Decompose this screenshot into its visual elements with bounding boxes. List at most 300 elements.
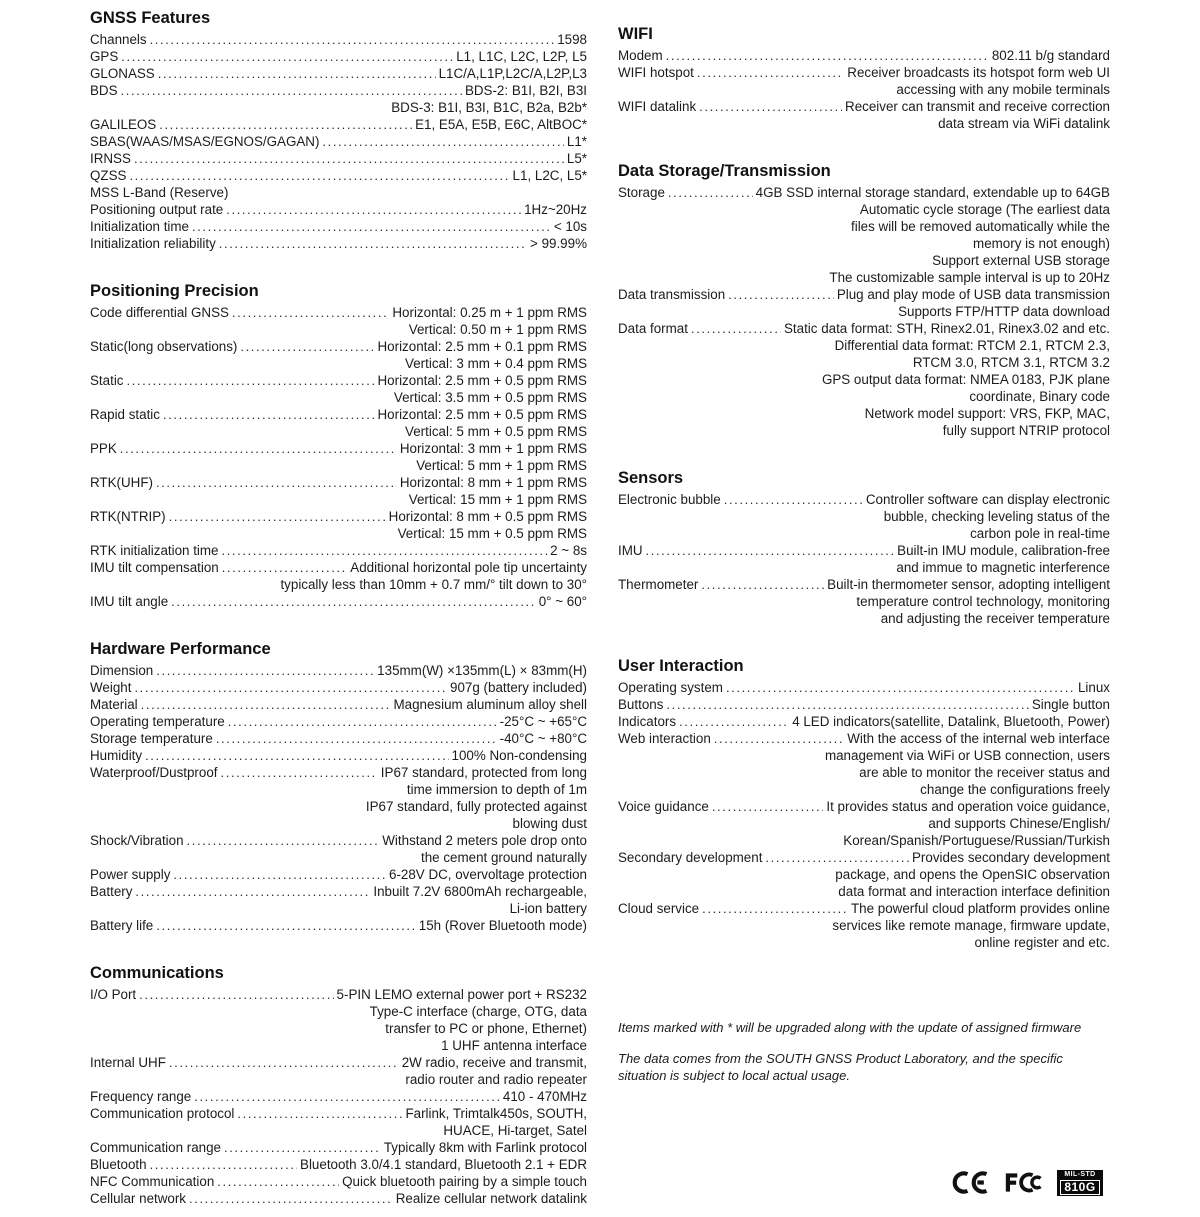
spec-row [618, 542, 1110, 559]
spec-row [90, 1156, 587, 1173]
spec-section [90, 281, 587, 610]
dot-leader [127, 372, 375, 389]
spec-section [618, 161, 1110, 439]
spec-value: 907g (battery included) [450, 680, 587, 695]
dot-leader [219, 235, 527, 252]
spec-row [90, 218, 587, 235]
section-title: Hardware Performance [90, 640, 271, 658]
spec-continuation: Type-C interface (charge, OTG, data [369, 1004, 587, 1019]
spec-value: Withstand 2 meters pole drop onto [382, 833, 587, 848]
dot-leader [697, 64, 844, 81]
spec-continuation: the cement ground naturally [421, 850, 587, 865]
spec-value: Magnesium aluminum alloy shell [393, 697, 587, 712]
spec-continuation: The customizable sample interval is up to 20Hz [829, 270, 1110, 285]
mil-std-810g-badge [1058, 1171, 1102, 1195]
dot-leader [156, 474, 397, 491]
spec-row [90, 917, 587, 934]
spec-continuation: RTCM 3.0, RTCM 3.1, RTCM 3.2 [912, 355, 1110, 370]
spec-row [90, 679, 587, 696]
spec-value: -25°C ~ +65°C [499, 714, 587, 729]
spec-label: Frequency range [90, 1089, 192, 1104]
dot-leader [169, 508, 386, 525]
dot-leader [646, 542, 895, 559]
spec-continuation: memory is not enough) [973, 236, 1110, 251]
spec-row [618, 730, 1110, 747]
spec-value: Linux [1077, 680, 1110, 695]
spec-value: L1* [566, 134, 587, 149]
spec-label: Static [90, 373, 124, 388]
section-title: Positioning Precision [90, 282, 259, 300]
spec-value: Bluetooth 3.0/4.1 standard, Bluetooth 2.1 + EDR [300, 1157, 587, 1172]
spec-value: 1Hz~20Hz [524, 202, 587, 217]
spec-value: Built-in IMU module, calibration-free [897, 543, 1110, 558]
spec-label: Weight [90, 680, 132, 695]
certification-logos [950, 1170, 1102, 1195]
spec-value: Horizontal: 0.25 m + 1 ppm RMS [392, 305, 587, 320]
spec-value: Receiver broadcasts its hotspot form web UI [847, 65, 1110, 80]
spec-label: Voice guidance [618, 799, 709, 814]
dot-leader [728, 286, 834, 303]
spec-value: Built-in thermometer sensor, adopting intelligent [827, 577, 1110, 592]
spec-row [618, 491, 1110, 508]
spec-value: Horizontal: 8 mm + 1 ppm RMS [399, 475, 587, 490]
spec-value: IP67 standard, protected from long [380, 765, 587, 780]
spec-label: Thermometer [618, 577, 699, 592]
dot-leader [159, 116, 412, 133]
dot-leader [226, 201, 521, 218]
spec-row [90, 986, 587, 1003]
spec-label: Storage temperature [90, 731, 213, 746]
spec-continuation: Vertical: 3.5 mm + 0.5 ppm RMS [393, 390, 587, 405]
spec-label: QZSS [90, 168, 127, 183]
spec-label: RTK(UHF) [90, 475, 153, 490]
dot-leader [156, 662, 374, 679]
spec-continuation: accessing with any mobile terminals [896, 82, 1110, 97]
spec-label: Channels [90, 32, 147, 47]
spec-label: Internal UHF [90, 1055, 166, 1070]
dot-leader [724, 491, 863, 508]
spec-label: PPK [90, 441, 117, 456]
spec-label: IRNSS [90, 151, 131, 166]
spec-continuation: package, and opens the OpenSIC observation [835, 867, 1110, 882]
spec-continuation: HUACE, Hi-target, Satel [443, 1123, 587, 1138]
dot-leader [171, 593, 536, 610]
dot-leader [121, 48, 453, 65]
footnote-asterisk: Items marked with * will be upgraded along with the update of assigned firmware [618, 1020, 1082, 1035]
spec-value: Typically 8km with Farlink protocol [383, 1140, 587, 1155]
spec-value: L1C/A,L1P,L2C/A,L2P,L3 [438, 66, 587, 81]
spec-row [90, 1088, 587, 1105]
spec-row [90, 593, 587, 610]
spec-value: 2W radio, receive and transmit, [401, 1055, 587, 1070]
spec-value: 4 LED indicators(satellite, Datalink, Bluetooth, Power) [792, 714, 1110, 729]
spec-label: RTK initialization time [90, 543, 219, 558]
spec-row [618, 47, 1110, 64]
spec-row [90, 832, 587, 849]
spec-value: With the access of the internal web interface [847, 731, 1110, 746]
spec-row [90, 747, 587, 764]
spec-value: Additional horizontal pole tip uncertainty [350, 560, 587, 575]
spec-row [90, 406, 587, 423]
spec-value: Realize cellular network datalink [395, 1191, 587, 1206]
spec-label: Operating system [618, 680, 723, 695]
dot-leader [322, 133, 563, 150]
spec-section [618, 468, 1110, 627]
spec-row [618, 184, 1110, 201]
spec-label: Cloud service [618, 901, 700, 916]
spec-value: Horizontal: 3 mm + 1 ppm RMS [399, 441, 587, 456]
fcc-mark-icon [1002, 1170, 1044, 1195]
spec-row [90, 440, 587, 457]
right-column-sections [618, 24, 1110, 951]
spec-continuation: bubble, checking leveling status of the [883, 509, 1110, 524]
spec-row [90, 542, 587, 559]
spec-label: GALILEOS [90, 117, 157, 132]
spec-value: Controller software can display electronic [865, 492, 1110, 507]
dot-leader [192, 218, 551, 235]
dot-leader [712, 798, 824, 815]
spec-row [90, 559, 587, 576]
spec-value: Horizontal: 2.5 mm + 0.1 ppm RMS [377, 339, 587, 354]
dot-leader [135, 883, 370, 900]
spec-row [90, 338, 587, 355]
spec-row [90, 133, 587, 150]
spec-value: Static data format: STH, Rinex2.01, Rinex3.02 and etc. [783, 321, 1110, 336]
spec-label: Electronic bubble [618, 492, 721, 507]
dot-leader [666, 696, 1028, 713]
spec-section [618, 656, 1110, 951]
spec-continuation: Li-ion battery [509, 901, 587, 916]
spec-continuation: Vertical: 15 mm + 1 ppm RMS [408, 492, 587, 507]
dot-leader [187, 832, 380, 849]
spec-row [90, 713, 587, 730]
spec-continuation: coordinate, Binary code [969, 389, 1110, 404]
spec-label: Communication range [90, 1140, 221, 1155]
spec-label: Secondary development [618, 850, 763, 865]
spec-continuation: data format and interaction interface definition [838, 884, 1110, 899]
spec-row [90, 304, 587, 321]
spec-value: 0° ~ 60° [538, 594, 587, 609]
spec-value: 802.11 b/g standard [991, 48, 1110, 63]
spec-continuation: files will be removed automatically while the [851, 219, 1110, 234]
spec-value: The powerful cloud platform provides online [850, 901, 1110, 916]
dot-leader [222, 559, 348, 576]
dot-leader [121, 82, 462, 99]
spec-continuation: and adjusting the receiver temperature [880, 611, 1110, 626]
dot-leader [679, 713, 789, 730]
dot-leader [156, 917, 416, 934]
spec-row [90, 1173, 587, 1190]
spec-row [618, 98, 1110, 115]
spec-label: Operating temperature [90, 714, 225, 729]
spec-value: 15h (Rover Bluetooth mode) [418, 918, 587, 933]
spec-row [618, 713, 1110, 730]
dot-leader [194, 1088, 500, 1105]
spec-label: Bluetooth [90, 1157, 147, 1172]
spec-value: Single button [1031, 697, 1110, 712]
spec-label: Waterproof/Dustproof [90, 765, 218, 780]
spec-continuation: 1 UHF antenna interface [441, 1038, 587, 1053]
spec-continuation: Vertical: 5 mm + 0.5 ppm RMS [405, 424, 587, 439]
spec-row [90, 150, 587, 167]
dot-leader [141, 696, 391, 713]
dot-leader [222, 542, 548, 559]
spec-continuation: Vertical: 15 mm + 0.5 ppm RMS [397, 526, 587, 541]
spec-continuation: blowing dust [512, 816, 587, 831]
spec-row [90, 1139, 587, 1156]
spec-label: WIFI hotspot [618, 65, 694, 80]
spec-label: Battery [90, 884, 133, 899]
spec-row [90, 1105, 587, 1122]
spec-label: Static(long observations) [90, 339, 238, 354]
spec-value: Horizontal: 2.5 mm + 0.5 ppm RMS [377, 407, 587, 422]
spec-value: < 10s [553, 219, 587, 234]
dot-leader [668, 184, 753, 201]
spec-label: Indicators [618, 714, 677, 729]
dot-leader [150, 31, 555, 48]
section-title: Communications [90, 964, 224, 982]
spec-label: Code differential GNSS [90, 305, 229, 320]
dot-leader [139, 986, 333, 1003]
spec-label: Positioning output rate [90, 202, 224, 217]
spec-value: E1, E5A, E5B, E6C, AltBOC* [415, 117, 587, 132]
dot-leader [120, 440, 397, 457]
spec-row [90, 1190, 587, 1207]
dot-leader [129, 167, 509, 184]
spec-row [90, 48, 587, 65]
spec-value: L1, L1C, L2C, L2P, L5 [456, 49, 587, 64]
left-column [90, 8, 587, 1217]
spec-value: Horizontal: 2.5 mm + 0.5 ppm RMS [377, 373, 587, 388]
spec-row [90, 116, 587, 133]
spec-continuation: are able to monitor the receiver status and [859, 765, 1110, 780]
spec-section [90, 639, 587, 934]
section-title: User Interaction [618, 657, 744, 675]
dot-leader [189, 1190, 393, 1207]
spec-label: Web interaction [618, 731, 711, 746]
spec-label: GLONASS [90, 66, 155, 81]
spec-label: Buttons [618, 697, 664, 712]
dot-leader [701, 576, 824, 593]
mil-badge-line2: 810G [1060, 1180, 1099, 1195]
spec-value: 1598 [557, 32, 587, 47]
spec-row [90, 31, 587, 48]
spec-continuation: Vertical: 5 mm + 1 ppm RMS [416, 458, 587, 473]
spec-continuation: Support external USB storage [932, 253, 1110, 268]
spec-label: IMU [618, 543, 643, 558]
spec-row [618, 64, 1110, 81]
spec-section [90, 963, 587, 1207]
spec-label: RTK(NTRIP) [90, 509, 166, 524]
spec-continuation: management via WiFi or USB connection, users [824, 748, 1110, 763]
spec-row [90, 167, 587, 184]
spec-row [90, 201, 587, 218]
spec-value: Inbuilt 7.2V 6800mAh rechargeable, [373, 884, 587, 899]
dot-leader [158, 65, 436, 82]
spec-value: 5-PIN LEMO external power port + RS232 [336, 987, 587, 1002]
spec-row [90, 696, 587, 713]
dot-leader [232, 304, 389, 321]
ce-mark-icon [950, 1170, 988, 1195]
dot-leader [145, 747, 448, 764]
spec-label: Rapid static [90, 407, 160, 422]
dot-leader [228, 713, 497, 730]
spec-row [618, 849, 1110, 866]
dot-leader [726, 679, 1075, 696]
spec-value: Plug and play mode of USB data transmission [836, 287, 1110, 302]
spec-label: Modem [618, 48, 663, 63]
spec-value: 100% Non-condensing [451, 748, 587, 763]
spec-value: 2 ~ 8s [550, 543, 587, 558]
spec-continuation: data stream via WiFi datalink [938, 116, 1110, 131]
section-title: GNSS Features [90, 9, 211, 27]
spec-continuation: and immue to magnetic interference [896, 560, 1110, 575]
dot-leader [163, 406, 375, 423]
spec-label: Humidity [90, 748, 143, 763]
spec-continuation: services like remote manage, firmware update, [832, 918, 1110, 933]
spec-row [90, 82, 587, 99]
mil-badge-line1: MIL-STD [1064, 1170, 1096, 1178]
spec-section [90, 8, 587, 252]
spec-label: Initialization time [90, 219, 189, 234]
spec-label: Communication protocol [90, 1106, 235, 1121]
spec-value: -40°C ~ +80°C [499, 731, 587, 746]
spec-label: Material [90, 697, 138, 712]
spec-row [618, 798, 1110, 815]
spec-label: SBAS(WAAS/MSAS/EGNOS/GAGAN) [90, 134, 320, 149]
spec-continuation: carbon pole in real-time [970, 526, 1110, 541]
dot-leader [702, 900, 848, 917]
spec-label: MSS L-Band (Reserve) [90, 185, 229, 200]
spec-row [90, 883, 587, 900]
spec-label: IMU tilt compensation [90, 560, 219, 575]
spec-value: Horizontal: 8 mm + 0.5 ppm RMS [388, 509, 587, 524]
spec-continuation: fully support NTRIP protocol [942, 423, 1110, 438]
spec-row [90, 764, 587, 781]
spec-continuation: temperature control technology, monitoring [856, 594, 1110, 609]
dot-leader [237, 1105, 402, 1122]
spec-label: Dimension [90, 663, 154, 678]
spec-row [618, 576, 1110, 593]
spec-label: Battery life [90, 918, 154, 933]
spec-value: It provides status and operation voice guidance, [826, 799, 1110, 814]
spec-row [90, 730, 587, 747]
dot-leader [134, 150, 564, 167]
spec-continuation: IP67 standard, fully protected against [365, 799, 587, 814]
spec-value: 410 - 470MHz [502, 1089, 587, 1104]
dot-leader [216, 730, 497, 747]
dot-leader [691, 320, 781, 337]
spec-value: Quick bluetooth pairing by a simple touch [342, 1174, 587, 1189]
dot-leader [714, 730, 844, 747]
section-title: WIFI [618, 25, 653, 43]
spec-row [618, 696, 1110, 713]
spec-continuation: change the configurations freely [920, 782, 1110, 797]
spec-continuation: typically less than 10mm + 0.7 mm/° tilt down to 30° [280, 577, 587, 592]
spec-continuation: Supports FTP/HTTP data download [898, 304, 1110, 319]
spec-label: BDS [90, 83, 118, 98]
spec-continuation: Korean/Spanish/Portuguese/Russian/Turkish [843, 833, 1110, 848]
spec-row [90, 662, 587, 679]
spec-row [618, 900, 1110, 917]
spec-value: 4GB SSD internal storage standard, extendable up to 64GB [755, 185, 1110, 200]
dot-leader [134, 679, 447, 696]
spec-label: I/O Port [90, 987, 137, 1002]
dot-leader [240, 338, 374, 355]
spec-value: L1, L2C, L5* [512, 168, 587, 183]
spec-row [90, 474, 587, 491]
dot-leader [173, 866, 386, 883]
spec-label: Shock/Vibration [90, 833, 184, 848]
dot-leader [765, 849, 909, 866]
spec-value: > 99.99% [530, 236, 587, 251]
spec-value: Farlink, Trimtalk450s, SOUTH, [405, 1106, 587, 1121]
spec-label: NFC Communication [90, 1174, 215, 1189]
spec-row [90, 235, 587, 252]
spec-continuation: Vertical: 0.50 m + 1 ppm RMS [408, 322, 587, 337]
spec-continuation: BDS-3: B1I, B3I, B1C, B2a, B2b* [391, 100, 587, 115]
spec-value: Receiver can transmit and receive correction [845, 99, 1110, 114]
section-title: Data Storage/Transmission [618, 162, 831, 180]
spec-value: 135mm(W) ×135mm(L) × 83mm(H) [377, 663, 587, 678]
spec-row [618, 286, 1110, 303]
spec-continuation: GPS output data format: NMEA 0183, PJK plane [821, 372, 1110, 387]
spec-label: Storage [618, 185, 665, 200]
spec-continuation: Network model support: VRS, FKP, MAC, [864, 406, 1110, 421]
spec-row [90, 866, 587, 883]
spec-label: WIFI datalink [618, 99, 697, 114]
spec-label: GPS [90, 49, 119, 64]
footnotes [618, 1019, 1110, 1084]
section-title: Sensors [618, 469, 684, 487]
spec-value: BDS-2: B1I, B2I, B3I [464, 83, 587, 98]
spec-continuation: radio router and radio repeater [405, 1072, 587, 1087]
right-column [618, 8, 1110, 1217]
dot-leader [150, 1156, 297, 1173]
dot-leader [217, 1173, 339, 1190]
spec-row [90, 1054, 587, 1071]
spec-row [618, 679, 1110, 696]
spec-row [90, 65, 587, 82]
spec-continuation: online register and etc. [974, 935, 1110, 950]
spec-label: Data transmission [618, 287, 726, 302]
spec-row [90, 372, 587, 389]
spec-label: Data format [618, 321, 688, 336]
spec-continuation: and supports Chinese/English/ [928, 816, 1110, 831]
dot-leader [666, 47, 989, 64]
spec-continuation: Differential data format: RTCM 2.1, RTCM 2.3, [834, 338, 1110, 353]
spec-continuation: transfer to PC or phone, Ethernet) [385, 1021, 587, 1036]
spec-row [618, 320, 1110, 337]
spec-label: Initialization reliability [90, 236, 216, 251]
spec-row [90, 184, 587, 201]
spec-label: IMU tilt angle [90, 594, 169, 609]
spec-label: Power supply [90, 867, 171, 882]
footnote-disclaimer: The data comes from the SOUTH GNSS Product Laboratory, and the specific situation is subject to local actual usage. [618, 1051, 1063, 1083]
spec-continuation: time immersion to depth of 1m [406, 782, 587, 797]
dot-leader [699, 98, 842, 115]
spec-continuation: Automatic cycle storage (The earliest data [859, 202, 1110, 217]
dot-leader [221, 764, 378, 781]
dot-leader [224, 1139, 381, 1156]
spec-row [90, 508, 587, 525]
spec-continuation: Vertical: 3 mm + 0.4 ppm RMS [405, 356, 587, 371]
dot-leader [169, 1054, 399, 1071]
spec-value: L5* [566, 151, 587, 166]
spec-label: Cellular network [90, 1191, 187, 1206]
spec-section [618, 24, 1110, 132]
spec-value: 6-28V DC, overvoltage protection [389, 867, 587, 882]
